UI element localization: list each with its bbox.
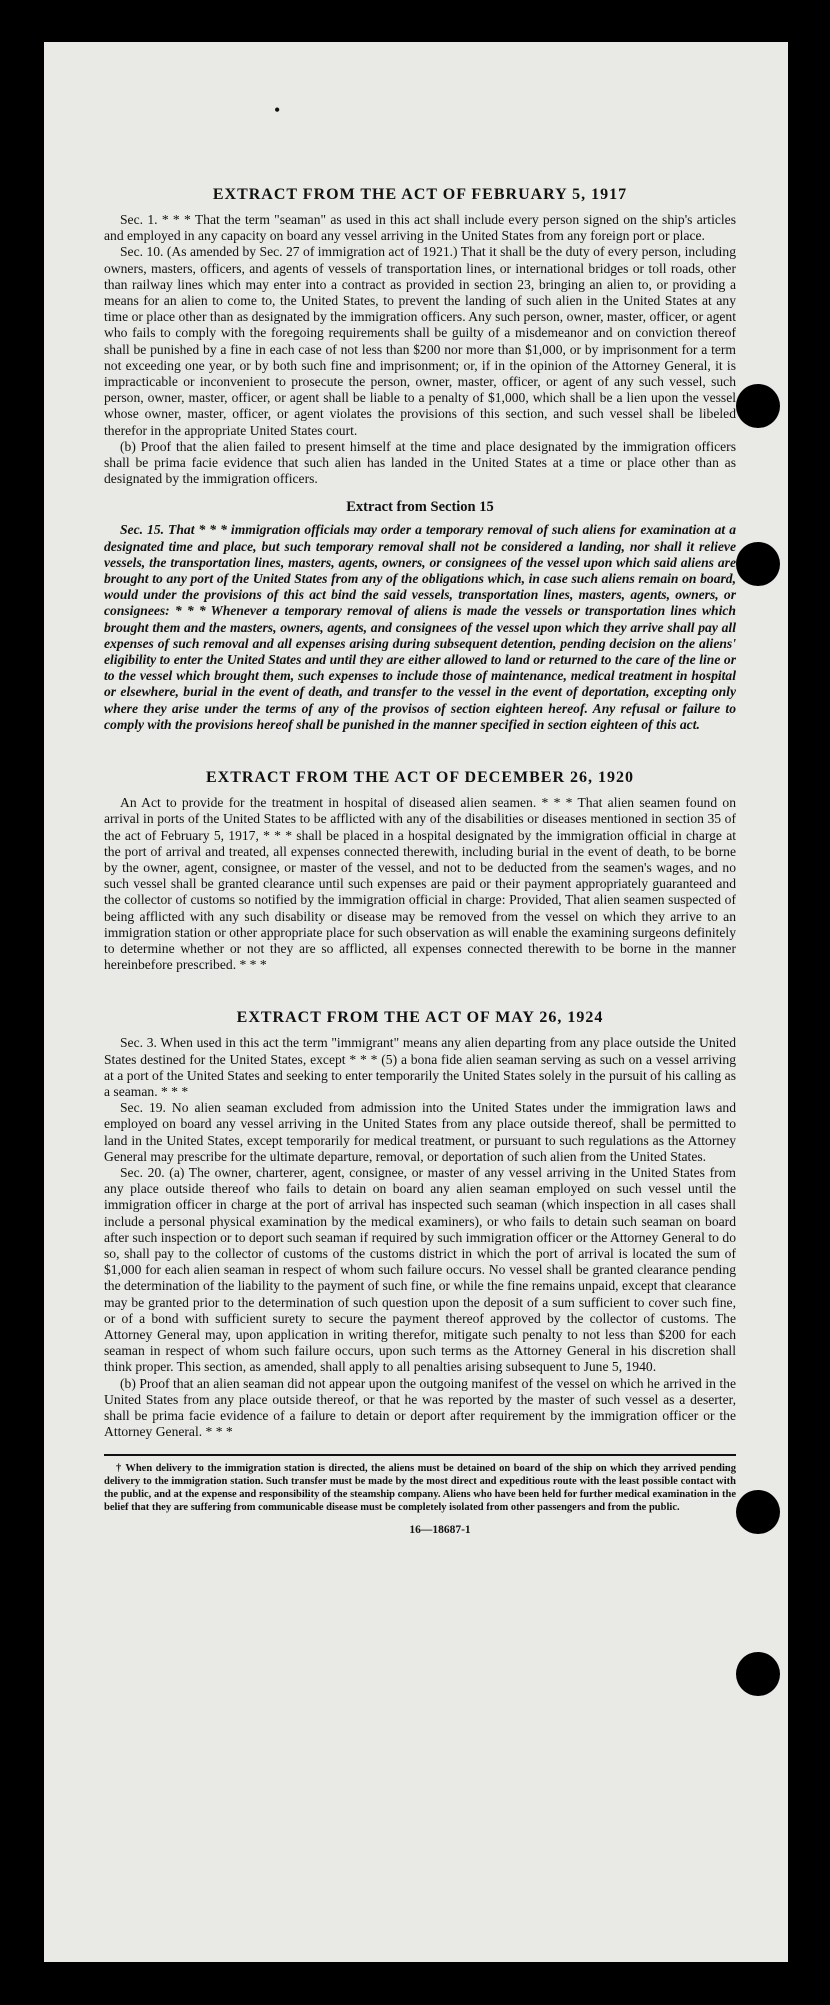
document-body [104, 142, 736, 1536]
paragraph-sec10b: (b) Proof that the alien failed to present himself at the time and place designated by the immigration officers shall be prima facie evidence that such alien has landed in the United States at a time or place other than as designated by the immigration officers. [104, 438, 736, 487]
punch-hole [736, 384, 780, 428]
punch-hole [736, 1652, 780, 1696]
subheading-section15: Extract from Section 15 [346, 499, 494, 516]
punch-hole [736, 542, 780, 586]
section-heading-1917: EXTRACT FROM THE ACT OF FEBRUARY 5, 1917 [212, 186, 628, 203]
paragraph-sec20b: (b) Proof that an alien seaman did not appear upon the outgoing manifest of the vessel on which he arrived in the United States from any place outside thereof, or that he was reported by the master of such vessel as a deserter, shall be prima facie evidence of a failure to detain or deport after requirement by the immigration officer or the Attorney General. * * * [104, 1375, 736, 1440]
paragraph-sec3: Sec. 3. When used in this act the term "immigrant" means any alien departing from any place outside the United States destined for the United States, except * * * (5) a bona fide alien seaman serving as such on a vessel arriving at a port of the United States and seeking to enter temporarily the United States solely in the pursuit of his calling as a seaman. * * * [104, 1035, 736, 1099]
punch-hole [736, 1490, 780, 1534]
paragraph-sec1: Sec. 1. * * * That the term "seaman" as used in this act shall include every person signed on the ship's articles and employed in any capacity on board any vessel arriving in the United States from any foreign port or place. [104, 212, 736, 244]
document-page [44, 42, 788, 1962]
footnote: † When delivery to the immigration station is directed, the aliens must be detained on board of the ship on which they arrived pending delivery to the immigration station. Such transfer must be made by the most direct and expeditious route with the least possible contact with the public, and at the expense and responsibility of the steamship company. Aliens who have been held for further medical examination in the belief that they are suffering from communicable disease must be completely isolated from other passengers and from the public. [104, 1463, 736, 1514]
paragraph-sec20a: Sec. 20. (a) The owner, charterer, agent, consignee, or master of any vessel arriving in the United States from any place outside thereof who fails to detain on board any alien seaman employed on such vessel until the immigration officer in charge at the port of arrival has inspected such seaman (which inspection in all cases shall include a personal physical examination by the medical examiners), or who fails to detain such seaman on board after such inspection or to deport such seaman if required by such immigration officer or the Attorney General to do so, shall pay to the collector of customs of the customs district in which the port of arrival is located the sum of $1,000 for each alien seaman in respect of whom such failure occurs. No vessel shall be granted clearance pending the determination of the liability to the payment of such fine, or while the fine remains unpaid, except that clearance may be granted prior to the determination of such question upon the deposit of a sum sufficient to cover such fine, or of a bond with sufficient surety to secure the payment thereof approved by the collector of customs. The Attorney General may, upon application in writing therefor, mitigate such penalty to not less than $200 for each seaman in respect of whom such failure occurs, upon such terms as the Attorney General in his discretion shall think proper. This section, as amended, shall apply to all penalties arising subsequent to June 5, 1940. [104, 1164, 736, 1375]
paragraph-sec10: Sec. 10. (As amended by Sec. 27 of immigration act of 1921.) That it shall be the duty of every person, including owners, masters, officers, and agents of vessels of transportation lines, or international bridges or toll roads, other than railway lines which may enter into a contract as provided in section 23, bringing an alien to, or providing a means for an alien to come to, the United States, to prevent the landing of such alien in the United States at any time or place other than as designated by the immigration officers. Any such person, owner, master, officer, or agent who fails to comply with the foregoing requirements shall be guilty of a misdemeanor and on conviction thereof shall be punished by a fine in each case of not less than $200 nor more than $1,000, or by imprisonment for a term not exceeding one year, or by both such fine and imprisonment; or, if in the opinion of the Attorney General, it is impracticable or inconvenient to prosecute the person, owner, master, officer, or agent of any such vessel, such person, owner, master, officer, or agent shall be liable to a penalty of $1,000, which shall be a lien upon the vessel whose owner, master, officer, or agent violates the provisions of this section, and such vessel shall be libeled therefor in the appropriate United States court. [104, 244, 736, 438]
stray-mark: • [274, 100, 281, 120]
footnote-divider [104, 1454, 736, 1456]
paragraph-1920-act: An Act to provide for the treatment in hospital of diseased alien seamen. * * * That alien seamen found on arrival in ports of the United States to be afflicted with any of the disabilities or diseases mentioned in section 35 of the act of February 5, 1917, * * * shall be placed in a hospital designated by the immigration official in charge at the port of arrival and treated, all expenses connected therewith, including burial in the event of death, to be borne by the owner, agent, consignee, or master of the vessel, and not to be deducted from the seamen's wages, and no such vessel shall be granted clearance until such expenses are paid or their payment appropriately guaranteed and the collector of customs so notified by the immigration official in charge: Provided, That alien seamen suspected of being afflicted with any such disability or disease may be removed from the vessel on which they arrive to an immigration station or other appropriate place for such observation as will enable the examining surgeons definitely to determine whether or not they are so afflicted, all expenses connected therewith to be borne in the manner hereinbefore prescribed. * * * [104, 795, 736, 973]
section-heading-1920: EXTRACT FROM THE ACT OF DECEMBER 26, 1920 [205, 769, 634, 787]
paragraph-sec19: Sec. 19. No alien seaman excluded from admission into the United States under the immigration laws and employed on board any vessel arriving in the United States from any place outside thereof, shall be permitted to land in the United States, except temporarily for medical treatment, or pursuant to such regulations as the Attorney General may prescribe for the ultimate departure, removal, or deportation of such alien from the United States. [104, 1100, 736, 1164]
section-heading-1924: EXTRACT FROM THE ACT OF MAY 26, 1924 [236, 1009, 604, 1027]
form-code: 16—18687-1 [409, 1524, 471, 1537]
paragraph-sec15: Sec. 15. That * * * immigration officials may order a temporary removal of such aliens for examination at a designated time and place, but such temporary removal shall not be considered a landing, nor shall it relieve vessels, the transportation lines, masters, agents, owners, or consignees of the vessel upon which said aliens are brought to any port of the United States from any of the obligations which, in case such aliens remain on board, would under the provisions of this act bind the said vessels, transportation lines, masters, agents, owners, or consignees: * * * Whenever a temporary removal of aliens is made the vessels or transportation lines which brought them and the masters, owners, agents, and consignees of the vessel upon which they arrive shall pay all expenses of such removal and all expenses arising during subsequent detention, pending decision on the aliens' eligibility to enter the United States and until they are either allowed to land or returned to the care of the line or to the vessel which brought them, such expenses to include those of maintenance, medical treatment in hospital or elsewhere, burial in the event of death, and transfer to the vessel in the event of deportation, excepting only where they arise under the terms of any of the provisos of section eighteen hereof. Any refusal or failure to comply with the provisions hereof shall be punished in the manner specified in section eighteen of this act. [104, 522, 736, 732]
